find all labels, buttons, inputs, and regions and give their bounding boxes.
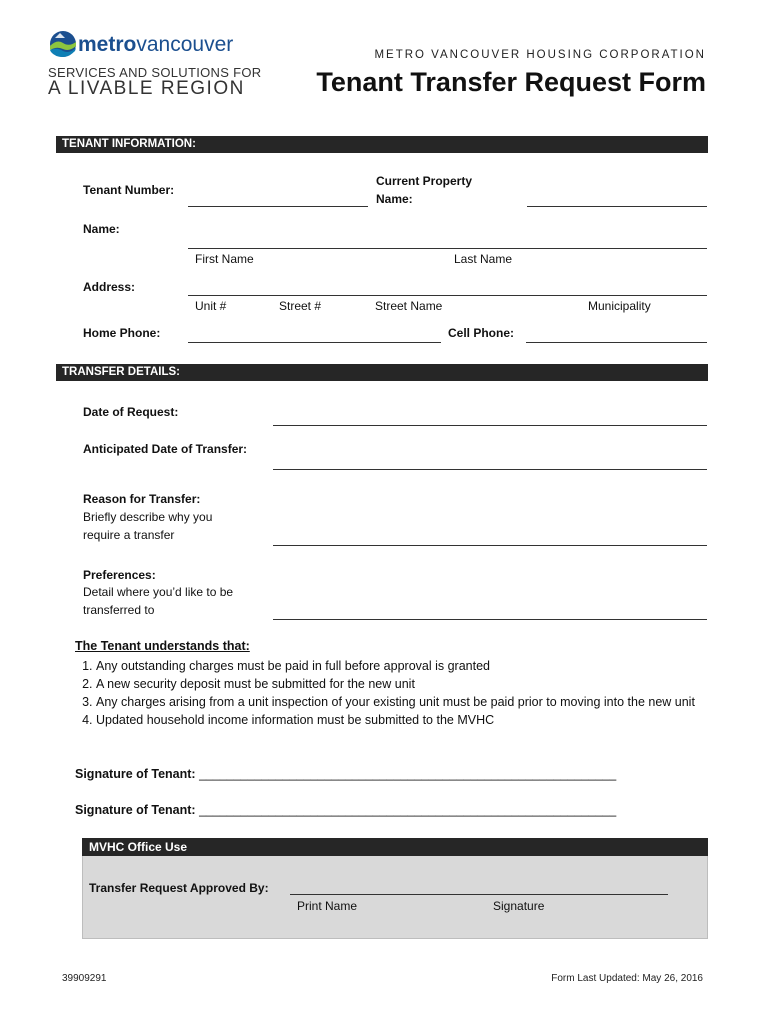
cell-phone-field[interactable]: [526, 342, 707, 343]
logo-word-bold: metro: [78, 33, 137, 56]
logo-word-light: vancouver: [136, 33, 234, 56]
understanding-item: 4. Updated household income information must be submitted to the MVHC: [96, 711, 718, 729]
date-of-request-field[interactable]: [273, 425, 707, 426]
home-phone-field[interactable]: [188, 342, 441, 343]
reason-label: Reason for Transfer:: [83, 492, 201, 506]
approved-by-field[interactable]: [290, 894, 668, 895]
last-name-caption: Last Name: [454, 252, 513, 266]
signature-field-1[interactable]: ____________________________________________________________: [199, 767, 617, 781]
name-label: Name:: [83, 222, 120, 236]
name-field[interactable]: [188, 248, 707, 249]
home-phone-label: Home Phone:: [83, 326, 161, 340]
logo-wordmark: [78, 33, 233, 57]
preferences-description-1: Detail where you’d like to be: [83, 585, 234, 599]
anticipated-date-field[interactable]: [273, 469, 707, 470]
signature-row-1: [75, 767, 616, 781]
preferences-description-2: transferred to: [83, 603, 155, 617]
understanding-list: [74, 657, 718, 729]
anticipated-date-label: Anticipated Date of Transfer:: [83, 442, 248, 456]
street-name-caption: Street Name: [375, 299, 443, 313]
globe-icon: [49, 30, 77, 58]
form-number: 39909291: [62, 973, 107, 984]
understanding-item: 3. Any charges arising from a unit inspection of your existing unit must be paid prior to moving into the new unit: [96, 693, 718, 711]
preferences-field[interactable]: [273, 619, 707, 620]
address-field[interactable]: [188, 295, 707, 296]
address-label: Address:: [83, 280, 136, 294]
last-updated: Form Last Updated: May 26, 2016: [551, 973, 703, 984]
current-property-label-1: Current Property: [376, 174, 473, 188]
preferences-label: Preferences:: [83, 568, 156, 582]
form-title: Tenant Transfer Request Form: [316, 67, 706, 97]
cell-phone-label: Cell Phone:: [448, 326, 515, 340]
reason-description-1: Briefly describe why you: [83, 510, 213, 524]
logo-tagline-1: SERVICES AND SOLUTIONS FOR: [48, 65, 262, 80]
print-name-caption: Print Name: [297, 899, 358, 913]
signature-row-2: [75, 803, 616, 817]
organization-name: METRO VANCOUVER HOUSING CORPORATION: [374, 49, 706, 61]
unit-caption: Unit #: [195, 299, 227, 313]
tenant-number-label: Tenant Number:: [83, 183, 175, 197]
date-of-request-label: Date of Request:: [83, 405, 179, 419]
street-number-caption: Street #: [279, 299, 322, 313]
current-property-label-2: Name:: [376, 192, 413, 206]
office-use-header: MVHC Office Use: [82, 838, 708, 856]
understanding-item: 1. Any outstanding charges must be paid in full before approval is granted: [96, 657, 718, 675]
municipality-caption: Municipality: [588, 299, 651, 313]
signature-label-1: Signature of Tenant:: [75, 767, 196, 781]
tenant-number-field[interactable]: [188, 206, 368, 207]
first-name-caption: First Name: [195, 252, 254, 266]
signature-field-2[interactable]: ____________________________________________________________: [199, 803, 617, 817]
reason-field[interactable]: [273, 545, 707, 546]
understanding-item: 2. A new security deposit must be submitted for the new unit: [96, 675, 718, 693]
logo-tagline-2: A LIVABLE REGION: [48, 78, 245, 99]
signature-label-2: Signature of Tenant:: [75, 803, 196, 817]
understanding-heading: The Tenant understands that:: [75, 639, 250, 653]
signature-caption: Signature: [493, 899, 545, 913]
transfer-details-section-header: TRANSFER DETAILS:: [56, 364, 708, 381]
approved-by-label: Transfer Request Approved By:: [89, 881, 269, 895]
reason-description-2: require a transfer: [83, 528, 175, 542]
tenant-info-section-header: TENANT INFORMATION:: [56, 136, 708, 153]
current-property-field[interactable]: [527, 206, 707, 207]
